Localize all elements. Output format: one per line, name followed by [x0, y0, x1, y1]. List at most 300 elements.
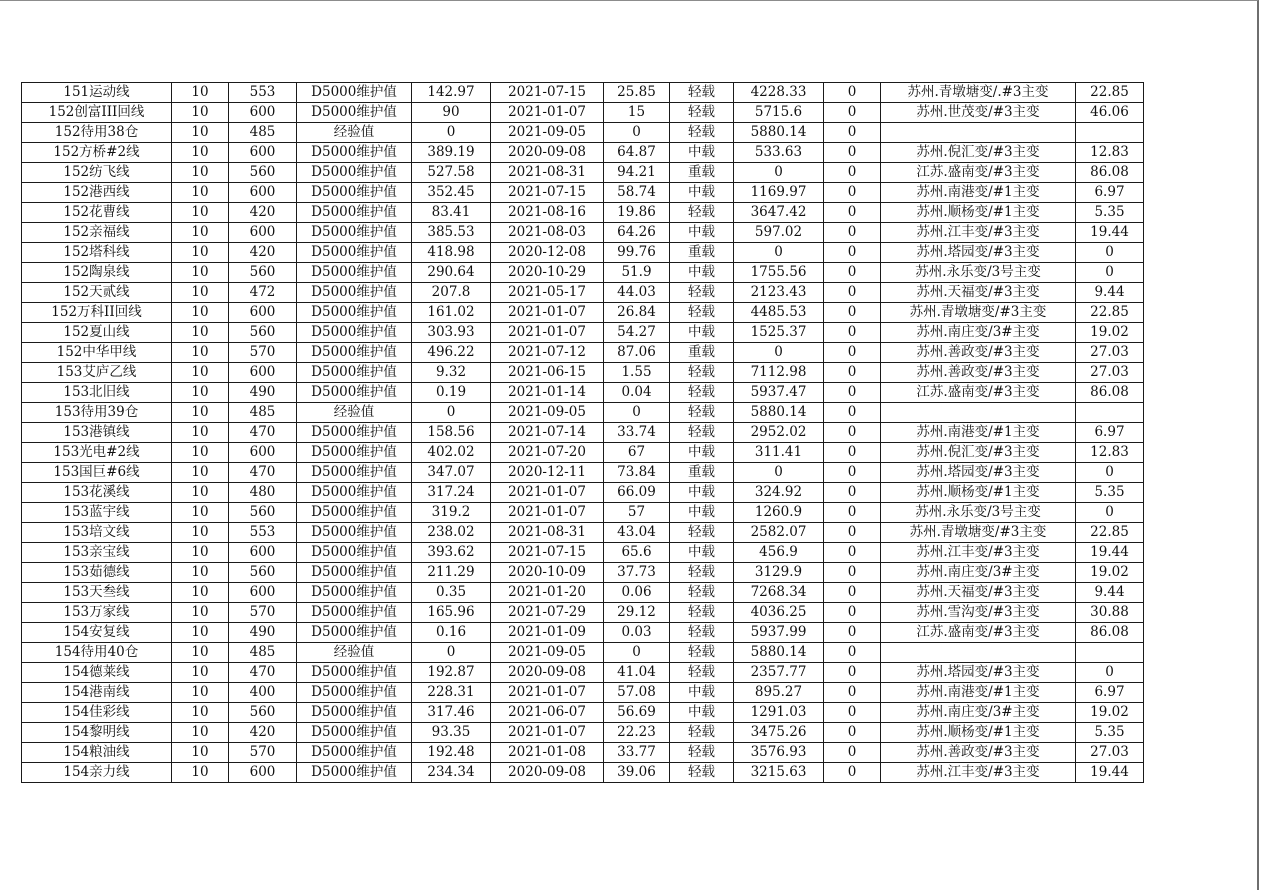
current-value-cell: 228.31 [412, 683, 491, 703]
current-value-cell: 211.29 [412, 563, 491, 583]
substation-rate-cell: 86.08 [1076, 163, 1144, 183]
substation-cell: 苏州.江丰变/#3主变 [881, 223, 1076, 243]
rated-current-cell: 600 [229, 363, 297, 383]
load-rate-cell: 25.85 [604, 83, 670, 103]
line-name-cell: 153亲宝线 [22, 543, 172, 563]
date-cell: 2021-08-31 [491, 523, 604, 543]
substation-cell: 苏州.南庄变/3#主变 [881, 563, 1076, 583]
voltage-cell: 10 [172, 163, 229, 183]
load-level-cell: 重载 [670, 243, 734, 263]
margin-cell: 0 [734, 163, 824, 183]
load-rate-cell: 43.04 [604, 523, 670, 543]
margin-cell: 2952.02 [734, 423, 824, 443]
date-cell: 2021-07-14 [491, 423, 604, 443]
rated-current-cell: 570 [229, 343, 297, 363]
substation-rate-cell [1076, 403, 1144, 423]
voltage-cell: 10 [172, 203, 229, 223]
line-name-cell: 152万科II回线 [22, 303, 172, 323]
load-level-cell: 轻载 [670, 123, 734, 143]
source-cell: D5000维护值 [297, 143, 412, 163]
margin-cell: 5880.14 [734, 403, 824, 423]
line-name-cell: 152港西线 [22, 183, 172, 203]
load-rate-cell: 0.06 [604, 583, 670, 603]
substation-rate-cell: 30.88 [1076, 603, 1144, 623]
rated-current-cell: 485 [229, 123, 297, 143]
substation-cell: 江苏.盛南变/#3主变 [881, 383, 1076, 403]
load-level-cell: 轻载 [670, 203, 734, 223]
date-cell: 2020-09-08 [491, 143, 604, 163]
substation-cell: 苏州.南港变/#1主变 [881, 183, 1076, 203]
substation-cell: 苏州.青墩塘变/#3主变 [881, 523, 1076, 543]
rated-current-cell: 570 [229, 743, 297, 763]
load-rate-cell: 87.06 [604, 343, 670, 363]
rated-current-cell: 570 [229, 603, 297, 623]
current-value-cell: 192.87 [412, 663, 491, 683]
load-rate-cell: 1.55 [604, 363, 670, 383]
flag-cell: 0 [824, 663, 881, 683]
current-value-cell: 0 [412, 403, 491, 423]
substation-rate-cell: 6.97 [1076, 183, 1144, 203]
line-name-cell: 154港南线 [22, 683, 172, 703]
source-cell: D5000维护值 [297, 763, 412, 783]
substation-cell: 苏州.南庄变/3#主变 [881, 323, 1076, 343]
table-row [22, 623, 1144, 643]
current-value-cell: 90 [412, 103, 491, 123]
load-level-cell: 轻载 [670, 303, 734, 323]
current-value-cell: 317.24 [412, 483, 491, 503]
voltage-cell: 10 [172, 243, 229, 263]
rated-current-cell: 485 [229, 643, 297, 663]
source-cell: D5000维护值 [297, 623, 412, 643]
margin-cell: 0 [734, 243, 824, 263]
margin-cell: 3215.63 [734, 763, 824, 783]
source-cell: D5000维护值 [297, 563, 412, 583]
flag-cell: 0 [824, 83, 881, 103]
margin-cell: 311.41 [734, 443, 824, 463]
line-name-cell: 152创富III回线 [22, 103, 172, 123]
voltage-cell: 10 [172, 83, 229, 103]
date-cell: 2020-09-08 [491, 663, 604, 683]
rated-current-cell: 420 [229, 203, 297, 223]
line-name-cell: 152亲福线 [22, 223, 172, 243]
load-level-cell: 轻载 [670, 663, 734, 683]
load-level-cell: 轻载 [670, 283, 734, 303]
voltage-cell: 10 [172, 683, 229, 703]
load-rate-cell: 65.6 [604, 543, 670, 563]
flag-cell: 0 [824, 523, 881, 543]
line-name-cell: 153花溪线 [22, 483, 172, 503]
line-name-cell: 152中华甲线 [22, 343, 172, 363]
substation-cell: 江苏.盛南变/#3主变 [881, 623, 1076, 643]
substation-cell: 苏州.顺杨变/#1主变 [881, 483, 1076, 503]
load-level-cell: 轻载 [670, 723, 734, 743]
current-value-cell: 347.07 [412, 463, 491, 483]
load-level-cell: 中载 [670, 683, 734, 703]
table-row [22, 763, 1144, 783]
source-cell: D5000维护值 [297, 683, 412, 703]
substation-cell: 苏州.雪沟变/#3主变 [881, 603, 1076, 623]
line-name-cell: 154黎明线 [22, 723, 172, 743]
voltage-cell: 10 [172, 383, 229, 403]
rated-current-cell: 600 [229, 543, 297, 563]
line-name-cell: 154粮油线 [22, 743, 172, 763]
margin-cell: 3576.93 [734, 743, 824, 763]
voltage-cell: 10 [172, 223, 229, 243]
flag-cell: 0 [824, 203, 881, 223]
current-value-cell: 207.8 [412, 283, 491, 303]
date-cell: 2020-09-08 [491, 763, 604, 783]
load-level-cell: 轻载 [670, 763, 734, 783]
table-row [22, 163, 1144, 183]
substation-rate-cell: 19.02 [1076, 323, 1144, 343]
source-cell: 经验值 [297, 123, 412, 143]
current-value-cell: 393.62 [412, 543, 491, 563]
load-rate-cell: 22.23 [604, 723, 670, 743]
flag-cell: 0 [824, 443, 881, 463]
table-row [22, 303, 1144, 323]
table-row [22, 503, 1144, 523]
voltage-cell: 10 [172, 403, 229, 423]
voltage-cell: 10 [172, 543, 229, 563]
source-cell: D5000维护值 [297, 163, 412, 183]
substation-rate-cell: 5.35 [1076, 483, 1144, 503]
margin-cell: 5715.6 [734, 103, 824, 123]
source-cell: D5000维护值 [297, 283, 412, 303]
substation-cell: 苏州.塔园变/#3主变 [881, 243, 1076, 263]
load-rate-cell: 51.9 [604, 263, 670, 283]
margin-cell: 0 [734, 343, 824, 363]
flag-cell: 0 [824, 323, 881, 343]
load-level-cell: 重载 [670, 343, 734, 363]
flag-cell: 0 [824, 303, 881, 323]
substation-rate-cell: 5.35 [1076, 723, 1144, 743]
current-value-cell: 158.56 [412, 423, 491, 443]
line-name-cell: 151运动线 [22, 83, 172, 103]
voltage-cell: 10 [172, 183, 229, 203]
voltage-cell: 10 [172, 603, 229, 623]
voltage-cell: 10 [172, 763, 229, 783]
margin-cell: 1525.37 [734, 323, 824, 343]
substation-cell: 苏州.天福变/#3主变 [881, 583, 1076, 603]
line-name-cell: 153待用39仓 [22, 403, 172, 423]
load-level-cell: 重载 [670, 163, 734, 183]
load-level-cell: 中载 [670, 263, 734, 283]
source-cell: D5000维护值 [297, 443, 412, 463]
source-cell: D5000维护值 [297, 383, 412, 403]
current-value-cell: 83.41 [412, 203, 491, 223]
line-name-cell: 152方桥#2线 [22, 143, 172, 163]
table-row [22, 403, 1144, 423]
source-cell: D5000维护值 [297, 243, 412, 263]
substation-rate-cell: 27.03 [1076, 743, 1144, 763]
rated-current-cell: 553 [229, 523, 297, 543]
source-cell: D5000维护值 [297, 723, 412, 743]
source-cell: D5000维护值 [297, 423, 412, 443]
line-name-cell: 153天叁线 [22, 583, 172, 603]
voltage-cell: 10 [172, 143, 229, 163]
substation-cell [881, 403, 1076, 423]
flag-cell: 0 [824, 483, 881, 503]
voltage-cell: 10 [172, 283, 229, 303]
table-row [22, 643, 1144, 663]
load-level-cell: 中载 [670, 703, 734, 723]
substation-rate-cell: 6.97 [1076, 423, 1144, 443]
date-cell: 2020-10-09 [491, 563, 604, 583]
voltage-cell: 10 [172, 103, 229, 123]
load-rate-cell: 57.08 [604, 683, 670, 703]
flag-cell: 0 [824, 463, 881, 483]
current-value-cell: 402.02 [412, 443, 491, 463]
rated-current-cell: 480 [229, 483, 297, 503]
rated-current-cell: 490 [229, 623, 297, 643]
substation-cell: 苏州.天福变/#3主变 [881, 283, 1076, 303]
load-rate-cell: 39.06 [604, 763, 670, 783]
substation-rate-cell: 12.83 [1076, 143, 1144, 163]
load-rate-cell: 15 [604, 103, 670, 123]
source-cell: D5000维护值 [297, 543, 412, 563]
table-row [22, 143, 1144, 163]
substation-rate-cell: 0 [1076, 503, 1144, 523]
voltage-cell: 10 [172, 623, 229, 643]
substation-rate-cell: 22.85 [1076, 523, 1144, 543]
substation-cell: 苏州.倪汇变/#3主变 [881, 143, 1076, 163]
flag-cell: 0 [824, 283, 881, 303]
flag-cell: 0 [824, 363, 881, 383]
flag-cell: 0 [824, 343, 881, 363]
date-cell: 2021-01-20 [491, 583, 604, 603]
substation-cell: 苏州.青墩塘变/#3主变 [881, 303, 1076, 323]
load-rate-cell: 33.77 [604, 743, 670, 763]
date-cell: 2021-01-14 [491, 383, 604, 403]
substation-rate-cell: 5.35 [1076, 203, 1144, 223]
load-level-cell: 中载 [670, 503, 734, 523]
voltage-cell: 10 [172, 563, 229, 583]
rated-current-cell: 420 [229, 723, 297, 743]
source-cell: D5000维护值 [297, 583, 412, 603]
load-level-cell: 轻载 [670, 603, 734, 623]
date-cell: 2021-01-07 [491, 323, 604, 343]
load-rate-cell: 0 [604, 643, 670, 663]
flag-cell: 0 [824, 243, 881, 263]
substation-rate-cell: 9.44 [1076, 283, 1144, 303]
table-row [22, 203, 1144, 223]
voltage-cell: 10 [172, 583, 229, 603]
table-row [22, 443, 1144, 463]
load-level-cell: 轻载 [670, 643, 734, 663]
source-cell: D5000维护值 [297, 523, 412, 543]
flag-cell: 0 [824, 763, 881, 783]
substation-cell: 苏州.南港变/#1主变 [881, 683, 1076, 703]
substation-rate-cell: 6.97 [1076, 683, 1144, 703]
flag-cell: 0 [824, 563, 881, 583]
load-rate-cell: 73.84 [604, 463, 670, 483]
load-rate-cell: 57 [604, 503, 670, 523]
load-rate-cell: 56.69 [604, 703, 670, 723]
flag-cell: 0 [824, 403, 881, 423]
table-row [22, 583, 1144, 603]
current-value-cell: 290.64 [412, 263, 491, 283]
substation-cell: 苏州.南庄变/3#主变 [881, 703, 1076, 723]
current-value-cell: 142.97 [412, 83, 491, 103]
current-value-cell: 238.02 [412, 523, 491, 543]
date-cell: 2021-08-03 [491, 223, 604, 243]
substation-rate-cell: 22.85 [1076, 303, 1144, 323]
substation-rate-cell: 12.83 [1076, 443, 1144, 463]
table-row [22, 363, 1144, 383]
margin-cell: 597.02 [734, 223, 824, 243]
flag-cell: 0 [824, 623, 881, 643]
voltage-cell: 10 [172, 483, 229, 503]
source-cell: D5000维护值 [297, 743, 412, 763]
rated-current-cell: 490 [229, 383, 297, 403]
flag-cell: 0 [824, 603, 881, 623]
line-name-cell: 152天贰线 [22, 283, 172, 303]
flag-cell: 0 [824, 543, 881, 563]
current-value-cell: 352.45 [412, 183, 491, 203]
current-value-cell: 303.93 [412, 323, 491, 343]
rated-current-cell: 560 [229, 503, 297, 523]
table-row [22, 183, 1144, 203]
substation-rate-cell: 9.44 [1076, 583, 1144, 603]
margin-cell: 1291.03 [734, 703, 824, 723]
current-value-cell: 192.48 [412, 743, 491, 763]
margin-cell: 456.9 [734, 543, 824, 563]
current-value-cell: 527.58 [412, 163, 491, 183]
line-name-cell: 153艾庐乙线 [22, 363, 172, 383]
source-cell: D5000维护值 [297, 603, 412, 623]
table-row [22, 543, 1144, 563]
rated-current-cell: 485 [229, 403, 297, 423]
source-cell: D5000维护值 [297, 703, 412, 723]
load-level-cell: 中载 [670, 543, 734, 563]
date-cell: 2021-08-31 [491, 163, 604, 183]
margin-cell: 5937.99 [734, 623, 824, 643]
date-cell: 2021-01-07 [491, 683, 604, 703]
rated-current-cell: 553 [229, 83, 297, 103]
substation-cell: 苏州.世茂变/#3主变 [881, 103, 1076, 123]
rated-current-cell: 470 [229, 663, 297, 683]
table-row [22, 743, 1144, 763]
load-level-cell: 轻载 [670, 83, 734, 103]
table-row [22, 663, 1144, 683]
date-cell: 2021-07-15 [491, 83, 604, 103]
load-rate-cell: 37.73 [604, 563, 670, 583]
substation-cell: 苏州.江丰变/#3主变 [881, 543, 1076, 563]
line-name-cell: 152陶泉线 [22, 263, 172, 283]
table-row [22, 603, 1144, 623]
load-rate-cell: 0 [604, 403, 670, 423]
flag-cell: 0 [824, 643, 881, 663]
date-cell: 2021-09-05 [491, 123, 604, 143]
current-value-cell: 389.19 [412, 143, 491, 163]
load-level-cell: 中载 [670, 443, 734, 463]
substation-cell: 苏州.倪汇变/#3主变 [881, 443, 1076, 463]
load-rate-cell: 0 [604, 123, 670, 143]
source-cell: D5000维护值 [297, 363, 412, 383]
line-name-cell: 153国巨#6线 [22, 463, 172, 483]
substation-cell: 苏州.善政变/#3主变 [881, 343, 1076, 363]
voltage-cell: 10 [172, 123, 229, 143]
date-cell: 2021-01-07 [491, 103, 604, 123]
voltage-cell: 10 [172, 723, 229, 743]
current-value-cell: 93.35 [412, 723, 491, 743]
date-cell: 2021-01-07 [491, 723, 604, 743]
current-value-cell: 9.32 [412, 363, 491, 383]
source-cell: D5000维护值 [297, 223, 412, 243]
date-cell: 2021-01-07 [491, 483, 604, 503]
substation-rate-cell: 19.02 [1076, 703, 1144, 723]
load-level-cell: 轻载 [670, 423, 734, 443]
source-cell: D5000维护值 [297, 203, 412, 223]
load-rate-cell: 99.76 [604, 243, 670, 263]
voltage-cell: 10 [172, 443, 229, 463]
table-row [22, 703, 1144, 723]
table-row [22, 263, 1144, 283]
flag-cell: 0 [824, 103, 881, 123]
substation-rate-cell: 27.03 [1076, 343, 1144, 363]
substation-rate-cell: 0 [1076, 463, 1144, 483]
load-level-cell: 中载 [670, 223, 734, 243]
margin-cell: 4228.33 [734, 83, 824, 103]
load-level-cell: 轻载 [670, 623, 734, 643]
date-cell: 2021-07-29 [491, 603, 604, 623]
margin-cell: 3129.9 [734, 563, 824, 583]
substation-rate-cell: 46.06 [1076, 103, 1144, 123]
date-cell: 2021-06-07 [491, 703, 604, 723]
line-name-cell: 153蓝宇线 [22, 503, 172, 523]
table-row [22, 123, 1144, 143]
substation-cell: 苏州.善政变/#3主变 [881, 363, 1076, 383]
flag-cell: 0 [824, 503, 881, 523]
margin-cell: 533.63 [734, 143, 824, 163]
voltage-cell: 10 [172, 503, 229, 523]
date-cell: 2020-12-08 [491, 243, 604, 263]
table-row [22, 223, 1144, 243]
table-row [22, 483, 1144, 503]
load-rate-cell: 64.87 [604, 143, 670, 163]
source-cell: D5000维护值 [297, 263, 412, 283]
date-cell: 2021-06-15 [491, 363, 604, 383]
current-value-cell: 0.35 [412, 583, 491, 603]
rated-current-cell: 472 [229, 283, 297, 303]
flag-cell: 0 [824, 583, 881, 603]
line-name-cell: 152塔科线 [22, 243, 172, 263]
substation-rate-cell: 0 [1076, 663, 1144, 683]
substation-cell: 苏州.善政变/#3主变 [881, 743, 1076, 763]
substation-cell: 苏州.塔园变/#3主变 [881, 663, 1076, 683]
voltage-cell: 10 [172, 643, 229, 663]
line-name-cell: 153培文线 [22, 523, 172, 543]
table-row [22, 423, 1144, 443]
current-value-cell: 0 [412, 643, 491, 663]
substation-rate-cell: 27.03 [1076, 363, 1144, 383]
load-rate-cell: 0.03 [604, 623, 670, 643]
flag-cell: 0 [824, 703, 881, 723]
line-name-cell: 153万家线 [22, 603, 172, 623]
load-level-cell: 轻载 [670, 383, 734, 403]
current-value-cell: 0 [412, 123, 491, 143]
line-name-cell: 152纺飞线 [22, 163, 172, 183]
rated-current-cell: 600 [229, 763, 297, 783]
substation-cell: 苏州.江丰变/#3主变 [881, 763, 1076, 783]
source-cell: D5000维护值 [297, 103, 412, 123]
line-name-cell: 153港镇线 [22, 423, 172, 443]
substation-cell [881, 123, 1076, 143]
source-cell: D5000维护值 [297, 343, 412, 363]
table-row [22, 343, 1144, 363]
margin-cell: 895.27 [734, 683, 824, 703]
date-cell: 2021-09-05 [491, 643, 604, 663]
